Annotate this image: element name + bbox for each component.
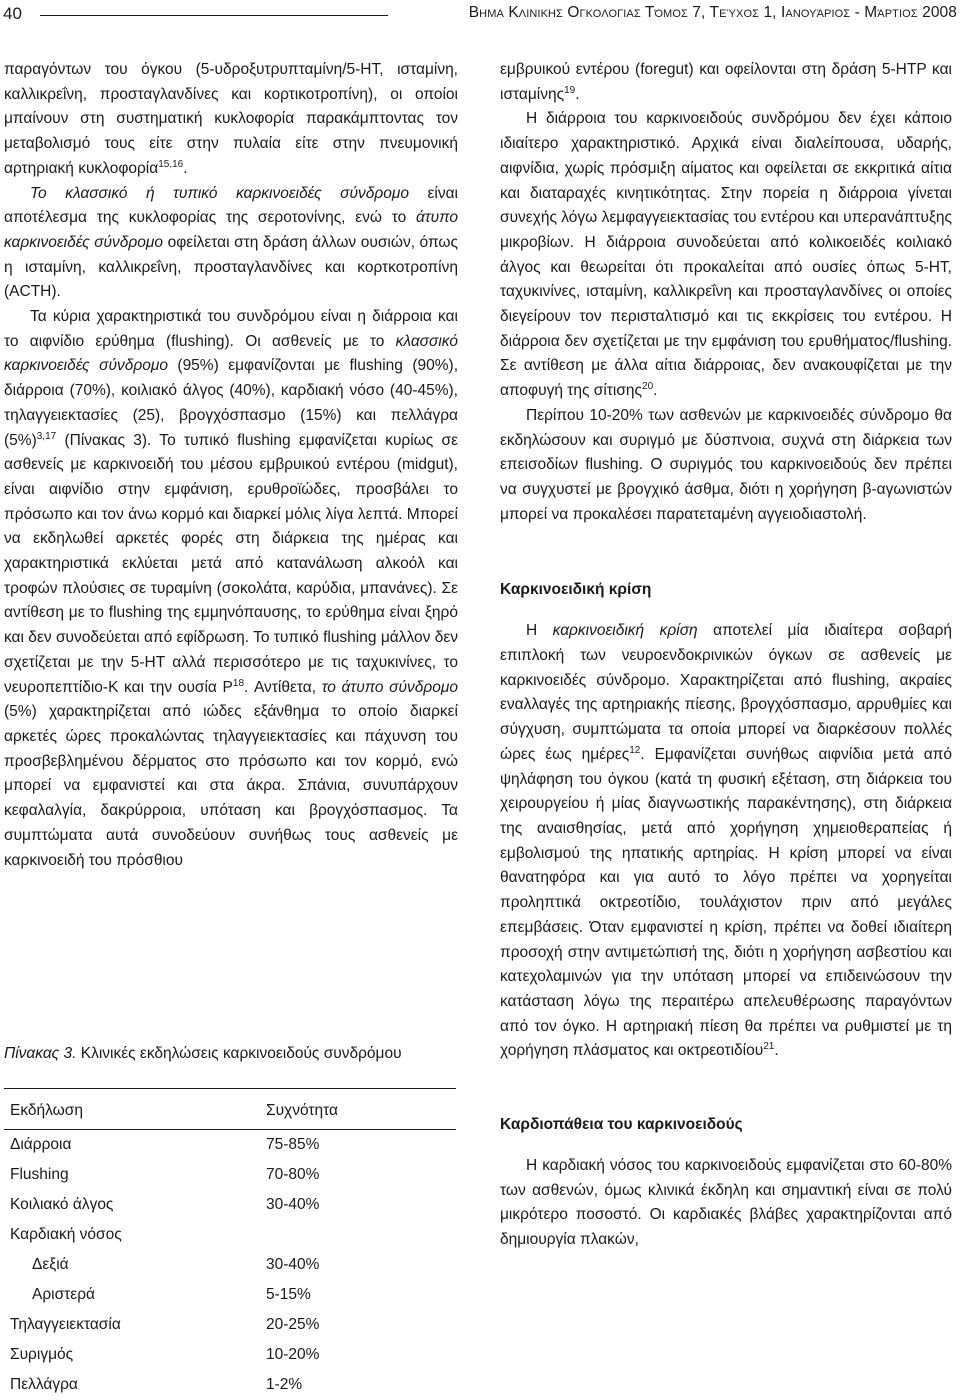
table-row: Πελλάγρα 1-2% [10,1376,303,1393]
header-rule [40,15,388,16]
column-header-frequency: Συχνότητα [266,1102,338,1119]
left-paragraph-1: παραγόντων του όγκου (5-υδροξυτρυπταμίνη/5-ΗΤ, ισταμίνη, καλλικρεΐνη, προσταγλανδίνες και κορτικοτροπίνη), οι οποίοι μπαίνουν στη συστηματική κυκλοφορία παρακάμπτοντας τον μεταβολισμό τους είτε στην πυλαία είτε στην πνευμονική αρτηριακή κυκλοφορία$^{15,16}$. [4,61,458,177]
right-paragraph-2: Η διάρροια του καρκινοειδούς συνδρόμου δεν έχει κάποιο ιδιαίτερο χαρακτηριστικό. Αρχικά είναι διαλείπουσα, υδαρής, αιφνίδια, χωρίς πρόσμιξη αίματος και οφείλεται σε εκκριτικά αίτια και διαταραχές κινητικότητας. Στην πορεία η διάρροια γίνεται συνεχής λόγω λεμφαγγειεκτασίας του εντέρου και υπερανάπτυξης μικροβίων. Η διάρροια συνοδεύεται από κολικοειδές κοιλιακό άλγος και θεωρείται ότι προκαλείται από ουσίες όπως 5-ΗΤ, ταχυκινίνες, ισταμίνη, καλλικρεΐνη και προσταγλανδίνες οι οποίες διεγείρουν τον περισταλτισμό και τις εκκρίσεις του εντέρου. Η διάρροια δεν σχετίζεται με την εμφάνιση του ερυθήματος/flushing. Σε αντίθεση με άλλα αίτια διάρροιας, δεν ανακουφίζεται με την αποφυγή της σίτισης$^{20}$. [500,110,952,400]
table-row: Διάρροια 75-85% [10,1136,320,1153]
section-heading-carcinoid-crisis: Καρκινοειδική κρίση [500,581,652,599]
right-paragraph-5: Η καρδιακή νόσος του καρκινοειδούς εμφανίζεται στο 60-80% των ασθενών, όμως κλινικά έκδηλη και σημαντική είναι σε πολύ μικρότερο ποσοστό. Οι καρδιακές βλάβες χαρακτηρίζονται από δημιουργία πλακών, [500,1157,952,1249]
journal-title: Βημα Κλινικης Ογκολογιας Τόμος 7, Τεύχος 1, Ιανουάριος - Μάρτιος 2008 [468,4,957,21]
table-row: Καρδιακή νόσος [10,1226,122,1243]
clinical-manifestations-table [4,1088,456,1400]
column-header-manifestation: Εκδήλωση [10,1102,83,1119]
section-heading-carcinoid-heart-disease: Καρδιοπάθεια του καρκινοειδούς [500,1116,743,1134]
right-paragraph-3: Περίπου 10-20% των ασθενών με καρκινοειδές σύνδρομο θα εκδηλώσουν και συριγμό με δύσπνοια, συχνά στη διάρκεια των επεισοδίων flushing. Ο συριγμός του καρκινοειδούς δεν πρέπει να συγχυστεί με βρογχικό άσθμα, διότι η χορήγηση β-αγωνιστών μπορεί να προκαλέσει παρατεταμένη αγγειοδιαστολή. [500,406,952,523]
table-row: Flushing 70-80% [10,1166,320,1183]
table-row: Κοιλιακό άλγος 30-40% [10,1196,320,1213]
right-paragraph-1: εμβρυικού εντέρου (foregut) και οφείλονται στη δράση 5-ΗΤΡ και ισταμίνης$^{19}$. [500,61,952,103]
table-row: Δεξιά 30-40% [32,1256,320,1273]
table-header-row [4,1089,456,1130]
right-paragraph-4: Η καρκινοειδική κρίση αποτελεί μία ιδιαίτερα σοβαρή επιπλοκή των νευροενδοκρινικών όγκων σε ασθενείς με καρκινοειδές σύνδρομο. Χαρακτηρίζεται από flushing, ακραίες εναλλαγές της αρτηριακής πίεσης, βρογχόσπασμο, αρρυθμίες και σύγχυση, συμπτώματα τα οποία μπορεί να διαρκέσουν πολλές ώρες έως ημέρες$^{12}$. Εμφανίζεται συνήθως αιφνίδια μετά από ψηλάφηση του όγκου (κατά τη φυσική εξέταση, στη διάρκεια του χειρουργείου ή μίας διαγνωστικής παρακέντησης), στη διάρκεια της αναισθησίας, μετά από χορήγηση χημειοθεραπείας ή εμβολισμού της ηπατικής αρτηρίας. Η κρίση μπορεί να είναι θανατηφόρα και για αυτό το λόγο πρέπει να χορηγείται προληπτικά οκτρεοτίδιο, τουλάχιστον πριν από μεγάλες επεμβάσεις. Όταν εμφανιστεί η κρίση, πρέπει να δοθεί ιδιαίτερη προσοχή στην αντιμετώπισή της, διότι η χορήγηση ασβεστίου και κατεχολαμινών για την υπόταση μπορεί να επιδεινώσουν την κατάσταση λόγω της περαιτέρω απελευθέρωσης παραγόντων από τον όγκο. Η αρτηριακή πίεση θα πρέπει να ρυθμιστεί με τη χορήγηση πλάσματος και οκτρεοτιδίου$^{21}$. [500,622,953,1060]
table-caption: Πίνακας 3. Κλινικές εκδηλώσεις καρκινοειδούς συνδρόμου [4,1045,402,1062]
table-row: Τηλαγγειεκτασία 20-25% [10,1316,320,1333]
table-row: Συριγμός 10-20% [10,1346,320,1363]
table-row: Αριστερά 5-15% [32,1286,311,1303]
right-column [500,58,952,1253]
running-header [0,0,960,34]
left-paragraph-2: Το κλασσικό ή τυπικό καρκινοειδές σύνδρομο είναι αποτέλεσμα της κυκλοφορίας της σεροτονίνης, ενώ το άτυπο καρκινοειδές σύνδρομο οφείλεται στη δράση άλλων ουσιών, όπως η ισταμίνη, καλλικρεΐνη, προσταγλανδίνες και κορτκοτροπίνη (ACTH). [4,184,458,301]
left-paragraph-3: Τα κύρια χαρακτηριστικά του συνδρόμου είναι η διάρροια και το αιφνίδιο ερύθημα (flushing). Οι ασθενείς με το κλασσικό καρκινοειδές σύνδρομο (95%) εμφανίζονται με flushing (90%), διάρροια (70%), κοιλιακό άλγος (40%), καρδιακή νόσο (40-45%), τηλαγγειεκτασίες (25), βρογχόσπασμο (15%) και πελλάγρα $(5\%)^{3,17}$ (Πίνακας 3). Το τυπικό flushing εμφανίζεται κυρίως σε ασθενείς με καρκινοειδή του μέσου εμβρυικού εντέρου (midgut), είναι αιφνίδιο στην εμφάνιση, ερυθροϊώδες, προσβάλει το πρόσωπο και τον άνω κορμό και διαρκεί μόλις λίγα λεπτά. Μπορεί να εκδηλωθεί αρκετές φορές στη διάρκεια της ημέρας και χαρακτηριστικά εκλύεται μετά από κατανάλωση αλκοόλ και τροφών πλούσιες σε τυραμίνη (σοκολάτα, καρύδια, μπανάνες). Σε αντίθεση με το flushing της εμμηνόπαυσης, το ερύθημα είναι ξηρό και δεν συνοδεύεται από εφίδρωση. Το τυπικό flushing μάλλον δεν σχετίζεται με την 5-HT αλλά περισσότερο με τις ταχυκινίνες, το νευροπεπτίδιο-Κ και την ουσία $P^{18}$. Αντίθετα, το άτυπο σύνδρομο (5%) χαρακτηρίζεται από ιώδες εξάνθημα το οποίο διαρκεί αρκετές ώρες προκαλώντας τηλαγγειεκτασίες και πάχυνση του προσβεβλημένου δέρματος στο πρόσωπο και τον κορμό, ενώ μπορεί να εμφανιστεί και στα άκρα. Σπάνια, συνυπάρχουν κεφαλαλγία, δακρύρροια, υπόταση και βρογχόσπασμος. Τα συμπτώματα αυτά συνοδεύουν συνήθως τους ασθενείς με καρκινοειδή του πρόσθιου [4,308,458,869]
page-number: 40 [3,4,22,23]
left-column [4,58,458,873]
